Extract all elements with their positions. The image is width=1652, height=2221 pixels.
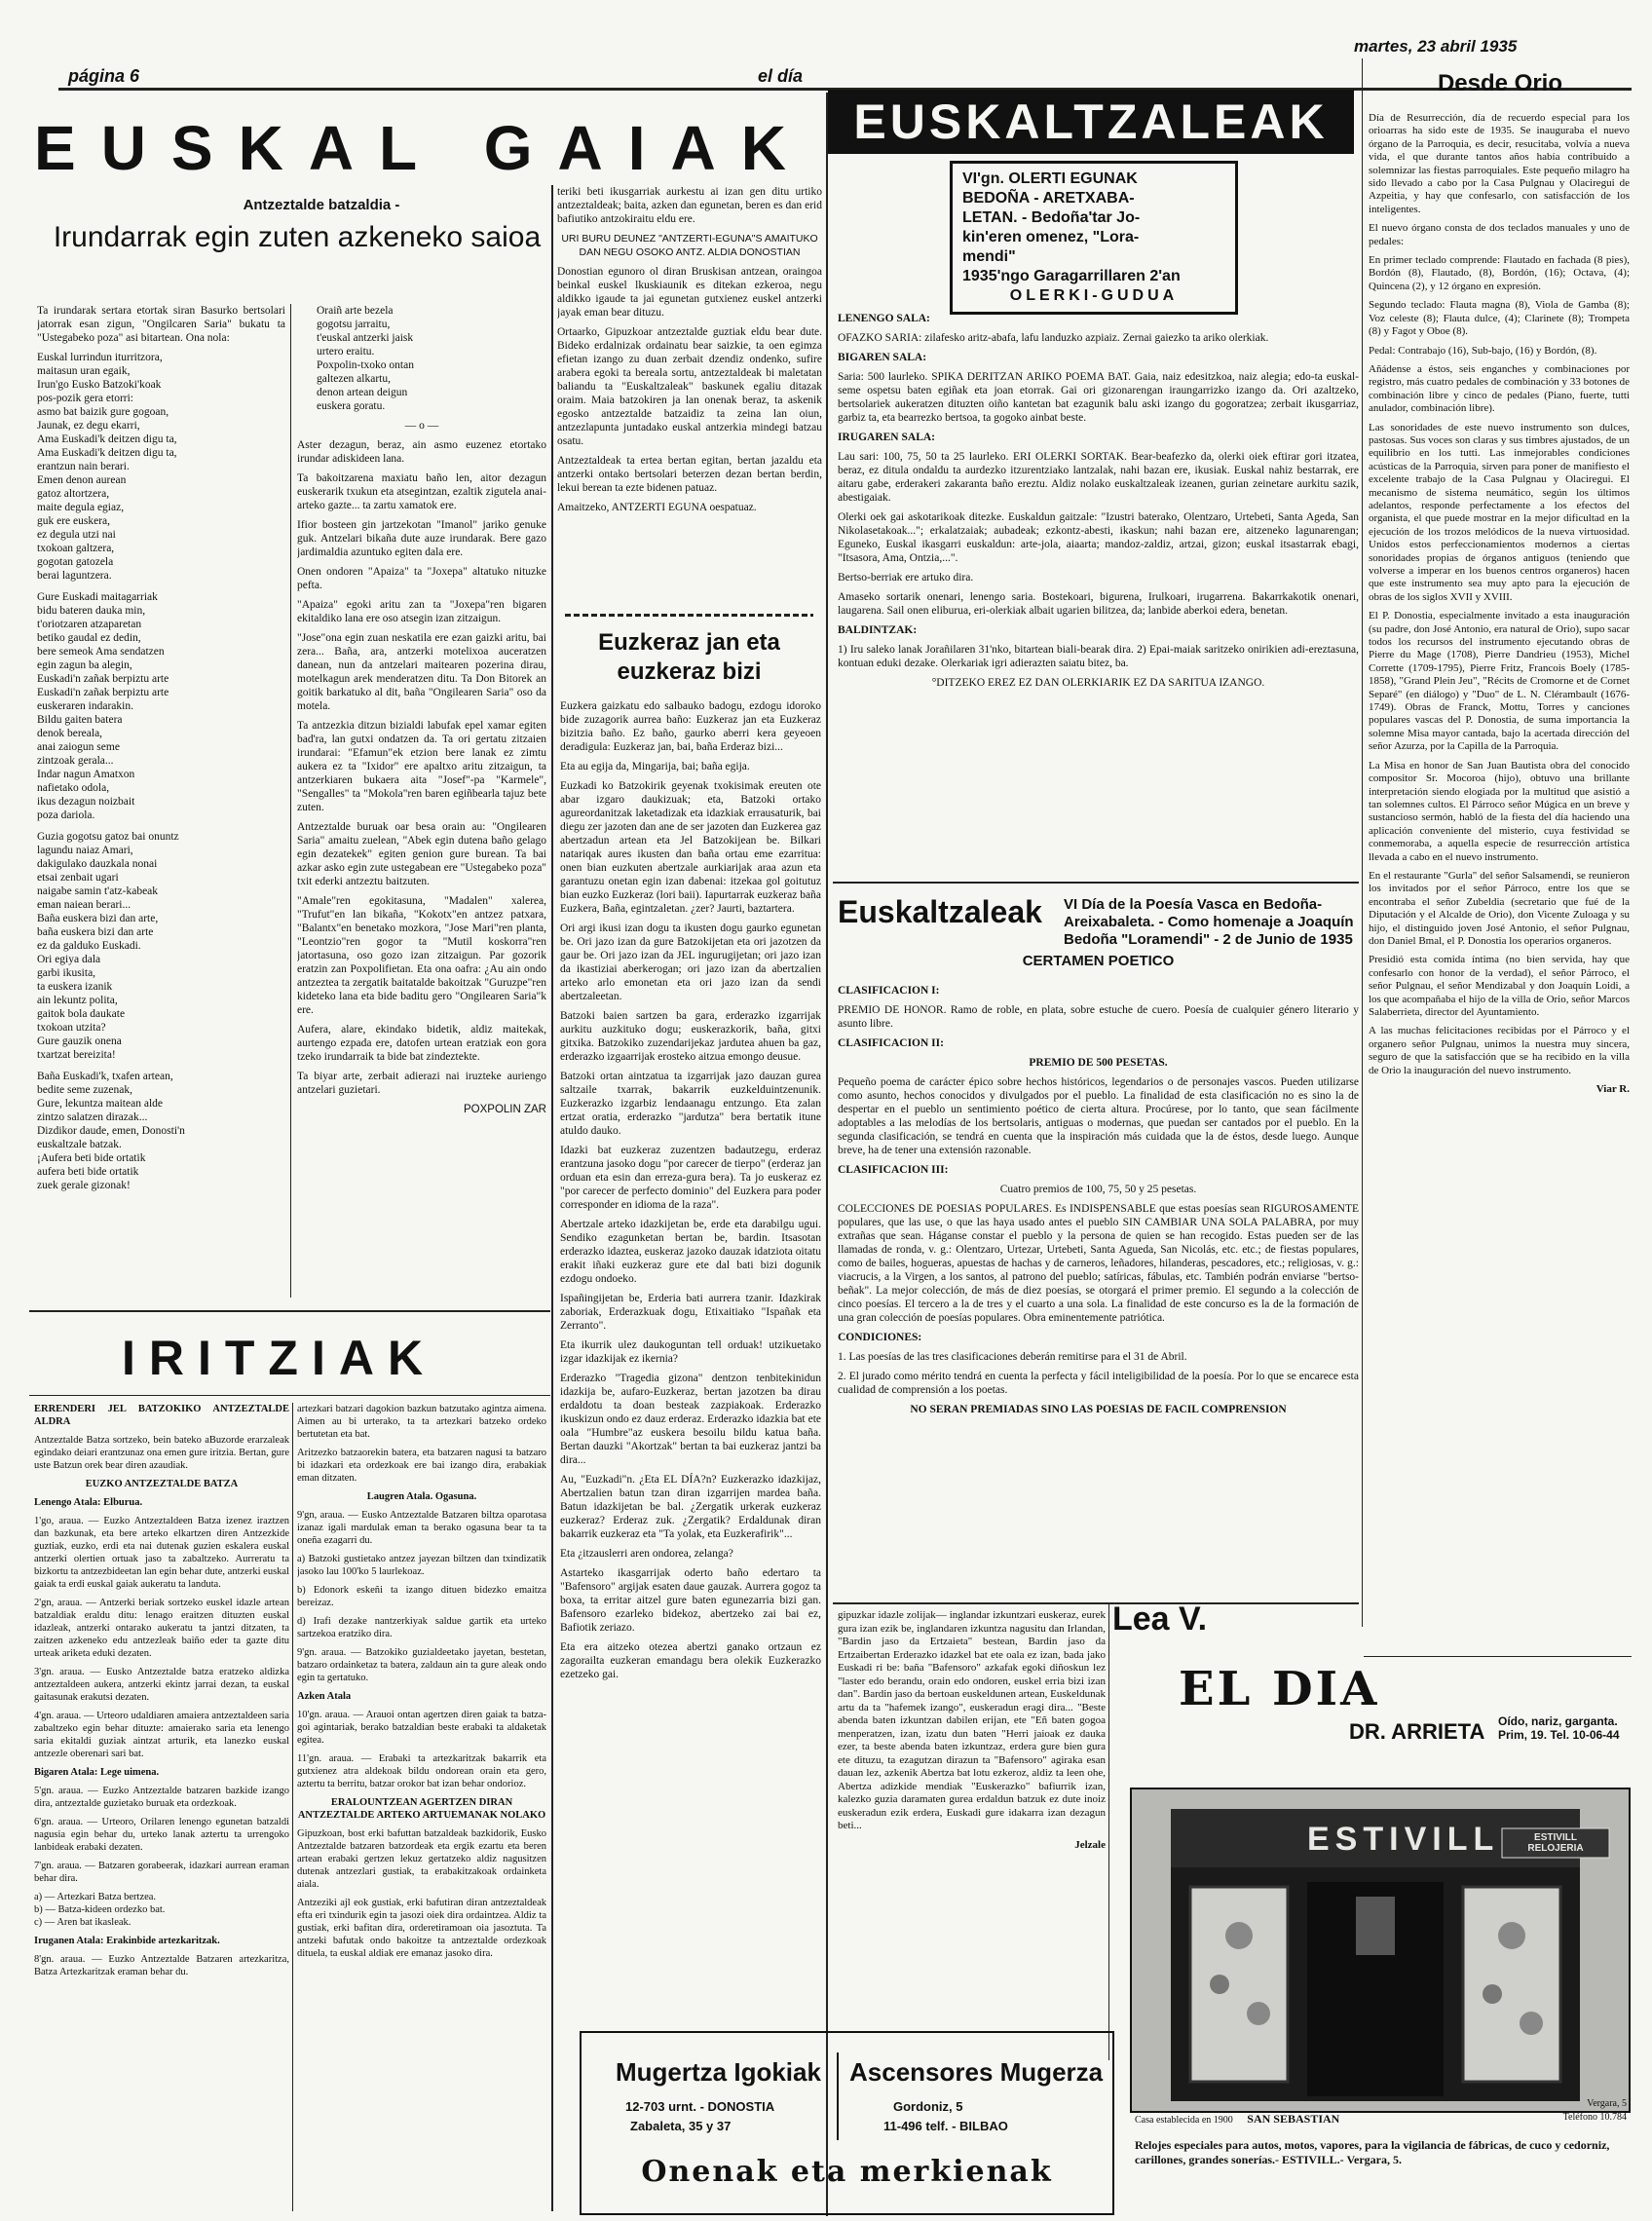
article-column-2 [297, 304, 546, 1302]
verse-line: Ama Euskadi'k deitzen digu ta, [37, 433, 177, 445]
verse-line: Bildu gaiten batera [37, 714, 123, 726]
verse-line: Baña Euskadi'k, txafen artean, [37, 1071, 173, 1082]
caption-city: SAN SEBASTIAN [1247, 2112, 1340, 2126]
article-paragraph: °DITZEKO EREZ EZ DAN OLERKIARIK EZ DA SARITUA IZANGO. [931, 677, 1265, 689]
column-divider [1362, 58, 1363, 1627]
verse-line: dakigulako dauzkala nonai [37, 858, 158, 870]
article-signature: Viar R. [1596, 1083, 1630, 1096]
article-paragraph: b) Edonork eskeñi ta izango dituen bidezko emaitza bereizaz. [297, 1585, 546, 1608]
verse-line: t'euskal antzerki jaisk [317, 332, 414, 344]
mugerza-right-title: Ascensores Mugerza [849, 2057, 1104, 2087]
article-paragraph: Amaitzeko, ANTZERTI EGUNA oespatuaz. [557, 502, 757, 513]
article-paragraph: Presidió esta comida íntima (no bien servida, hay que confesarlo con honor de la verdad), el señor Párroco, el señor Pulgnau, el señor Mendizabal y don Joaquín Loidi, a los que acompañaba el hijo de la villa de Orio, señor Marcos Salaberrieta, director del Ayuntamiento. [1369, 954, 1630, 1018]
subheading: Lenengo Atala: Elburua. [34, 1497, 143, 1508]
article-paragraph: Gipuzkoan, bost erki bafuttan batzaldeak bazkidorik, Eusko Antzeztalde batzaren batzordeak eta ergik ezartu eta beren artean erabaki gertzen lekuz gertatzeko aldiz nagusitzen dutenak antzezlari gustiak, ta erabakitzakoak ordainketa aiala. [297, 1828, 546, 1890]
verse-line: Jaunak, ez degu ekarri, [37, 420, 140, 432]
subheading: BIGAREN SALA: [838, 352, 927, 363]
article-paragraph: Antzeztaldeak ta ertea bertan egitan, bertan jazaldu eta antzerki ontako bertsolari beterzen dezan bertan berdin, lekui berean ta ezte bidenen patuaz. [557, 455, 822, 494]
article-paragraph: Ta biyar arte, zerbait adierazi nai iruzteke auriengo antzelari guzietari. [297, 1071, 546, 1096]
verse-line: maite degula egiaz, [37, 502, 125, 513]
article-paragraph: Au, "Euzkadi"n. ¿Eta EL DÍA?n? Euzkerazko idazkijaz, Abertzalien batun tzan diran izgarrijen mardea baña. Batun idazkijetan be bal. ¿Zergatik urkerak euzkeraz euzkeraz? Erderaz zuk. ¿Zergatik? Erdaldunak diran bakarrik euzkeraz eta "Ta yolak, eta Euzkerafirik"... [560, 1474, 821, 1540]
article-paragraph: Lau sari: 100, 75, 50 ta 25 laurleko. ERI OLERKI SORTAK. Bear-beafezko da, olerki oiek eftirar gori itzatea, beraz, ez ditula ondaldu ta aurdezko itzurentziako lantzalak, nahi bazan ere, ikusiak. Euskal nahiz bestarrak, ere aitaru gabe, erderakeri zakaranta baño ereztu. Aldiz nolako euskaltzaleak izeanen, gurian zeinetare aurkitu sazik, abestigaiak. [838, 451, 1359, 504]
iritziak-column-2 [297, 1403, 546, 2211]
verse-line: euskaltzale batzak. [37, 1139, 122, 1150]
verse-line: betiko gaudal ez dedin, [37, 632, 141, 644]
verse-line: urtero eraitu. [317, 346, 375, 358]
article-paragraph: a) — Artezkari Batza bertzea. b) — Batza-kideen ordezko bat. c) — Aren bat ikasleak. [34, 1892, 166, 1928]
verse-line: ez da galduko Euskadi. [37, 940, 141, 952]
article-paragraph: COLECCIONES DE POESIAS POPULARES. Es INDISPENSABLE que estas poesías sean RIGUROSAMENTE populares, que las use, o que las haya usado antes el pueblo SIN CAMBIAR UNA SOLA PALABRA, por muy extrañas que sean. Háganse constar el pueblo y la persona de quien se han recogido. Estas pueden ser de las llamadas de ronda, v. g.: Olentzaro, Urtezar, Urtebeti, Santa Agueda, San Nicolás, etc. etc.; de fiestas populares, como de bailes, hogueras, apuestas de hachas y de carneros, leñadores, hilanderas, pescadores, etc.; religiosas, v. g.: viacrucis, a la Virgen, a los santos, al patrono del pueblo; satíricas, fábulas, etc. También podrán enviarse "bertso-beñak". La mejor colección, de más de diez poesías, se otorgará el primer premio. El segundo a la colección de cinco poesías. El tercero a la de tres y el cuarto a una sola. La finalidad de este concurso es la de la formación de una gran colección de poesías populares. Obra eminentemente patriótica. [838, 1203, 1359, 1324]
estivill-footer: Relojes especiales para autos, motos, vapores, para la vigilancia de fábricas, de cuco y cedorniz, carillones, grandes sonerías.- ESTIVILL.- Vergara, 5. [1135, 2138, 1610, 2166]
desde-orio-article [1369, 112, 1630, 1646]
verse-line: ta euskera izanik [37, 981, 113, 993]
article-paragraph: 9'gn. araua. — Batzokiko guzialdeetako jayetan, bestetan, batzaro ordainketaz ta batera, zaldaun ain ta gure aleak ondo egin ta gertatuko. [297, 1647, 546, 1683]
article-paragraph: Onen ondoren "Apaiza" ta "Joxepa" altatuko nituzke pefta. [297, 566, 546, 591]
article-paragraph: 5'gn. araua. — Euzko Antzeztalde batzaren bazkide izango dira, antzeztalde guzietako buruak eta ordezkoak. [34, 1786, 289, 1809]
section-rule [833, 1602, 1359, 1604]
article-paragraph: Cuatro premios de 100, 75, 50 y 25 pesetas. [999, 1184, 1197, 1195]
masthead-title: el día [758, 66, 804, 86]
article-paragraph: NO SERAN PREMIADAS SINO LAS POESIAS DE FACIL COMPRENSION [910, 1404, 1287, 1415]
article-paragraph: Donostian egunoro ol diran Bruskisan antzean, oraingoa beinkal euskel lkuskiaunik es ditekan ezkeroa, negu aldikko igaude ta jai egunetan gutxienez euskel antzerki jayak eman bear dituzu. [557, 266, 822, 319]
subheading: CLASIFICACION I: [838, 985, 940, 997]
olerki-rules [838, 312, 1359, 877]
article-paragraph: Eta ikurrik ulez daukoguntan tell orduak! utzikuetako izgar idazkijak ez ikernia? [560, 1339, 821, 1365]
column-divider [551, 185, 553, 2211]
box-line: OLERKI-GUDUA [1009, 287, 1179, 304]
lea-title: Lea V. [1112, 1600, 1208, 1638]
article-paragraph: Añádense a éstos, seis enganches y combinaciones por registro, más cuatro pedales de combinación y 33 botones de combinación libre y cinco de pedales (Piano, fuerte, tutti anulador, combinación libre). [1369, 362, 1630, 415]
ad-divider [837, 2052, 839, 2140]
mugerza-right-line-1: Gordoniz, 5 [893, 2099, 963, 2114]
mugerza-left-title: Mugertza Igokiak [616, 2057, 821, 2087]
verse-line: Ama Euskadi'k deitzen digu ta, [37, 447, 177, 459]
verse-line: bere semeok Ama sendatzen [37, 646, 165, 658]
verse-line: ez degula utzi nai [37, 529, 116, 541]
subheading: Azken Atala [297, 1691, 352, 1702]
box-line: BEDOÑA - ARETXABA- [962, 190, 1135, 207]
euzkeraz-title: Euzkeraz jan eta euzkeraz bizi [598, 629, 780, 685]
subheading: URI BURU DEUNEZ "ANTZERTI-EGUNA"S AMAITUKO DAN NEGU OSOKO ANTZ. ALDIA DONOSTIAN [561, 233, 818, 258]
verse-line: Guzia gogotsu gatoz bai onuntz [37, 831, 179, 843]
verse-block [37, 1070, 285, 1192]
caption-right: Vergara, 5 [1587, 2098, 1627, 2109]
certamen-subtitle-2: CERTAMEN POETICO [1022, 953, 1175, 969]
verse-line: txokoan galtzera, [37, 543, 115, 554]
box-line: mendi" [962, 248, 1016, 265]
arrieta-name: DR. ARRIETA [1349, 1719, 1485, 1744]
verse-line: baña euskera bizi dan arte [37, 926, 154, 938]
verse-line: zuek gerale gizonak! [37, 1180, 131, 1191]
section-title-euskal-gaiak: EUSKAL GAIAK [34, 113, 811, 183]
article-paragraph: Antzeztalde buruak oar besa orain au: "Ongilearen Saria" amaitu zuelean, "Abek egin dutena baño gelago egin dezatekek" egiten genion gure burean. Ta bai azkar asko egin zute ustegabean ere "Ustegabeko poza" txit ederki antzeztu baitzuten. [297, 821, 546, 887]
verse-line: gaitok bola daukate [37, 1008, 126, 1020]
mugerza-left-line-2: Zabaleta, 35 y 37 [630, 2119, 732, 2133]
shop-sign: ESTIVILL [1307, 1821, 1500, 1858]
box-line: kin'eren omenez, "Lora- [962, 229, 1140, 245]
verse-block [37, 830, 285, 1062]
article-paragraph: En el restaurante "Gurla" del señor Salsamendi, se reunieron los invitados por el señor Párroco, entre los que se encontraba el señor Zubeldia (secretario que fué de la Diputación y el Alcalde de Orio), don Vicente Zuloaga y su hijo, el distinguido joven José Antonio, el señor Pulgnau, don Daniel Bmal, el P. Donostia los operarios organeros. [1369, 869, 1630, 947]
verse-line: Euskadi'n zañak berpiztu arte [37, 673, 169, 685]
article-paragraph: 2. El jurado como mérito tendrá en cuenta la perfecta y fácil inteligibilidad de la poesía. Por lo que se encarece esta cualidad de comprensión a los poetas. [838, 1371, 1359, 1396]
article-paragraph: Erderazko "Tragedia gizona" dentzon tenbitekinidun idazkija be, aufaro-Euzkeraz, bertan jazotzen ba dirau erdaldotu ta doan besteak zazpiakoak. Erderazko ikuskizun ondo ez dauz erderaz. Erderazko idazkia bat ete oala "Humbre"az euskera besoilu bildu katua baña. Bertan dauzki "Akortzak" bertan ta bai euzkeraz jantzi ba dira... [560, 1373, 821, 1466]
gipuzkar-article [838, 1609, 1106, 2018]
article-column-3 [557, 185, 822, 604]
article-paragraph: Euzkadi ko Batzokirik geyenak txokisimak ereuten ote abar izgaro daukizuak; eta, Batzoki ortako agureordanitzak laketadizak eta idazkiak errausaturik, bai diegu zer jazoten dan ane de ser jazoten dan Euzkerea gaz abertzadun artean eta Jel Batzokijean be. Bilkari natariqak aures ikusten dan baña ortau eme ezarritua: onen bian euzkuten abertzale aurkiarijak araa azun eta garantuzu onetan egin izan dabenai: itzekaa gol goitutuz bian euzko Euzkeraz (lori baii). Iapurtarrak euzkeraz baña Euzkera, Baña, egintzaletan. ¿zer? Jaurti, baztartera. [560, 780, 821, 915]
article-paragraph: Olerki oek gai askotarikoak ditezke. Euskaldun gaitzale: "Izustri baterako, Olentzaro, Urtebeti, Santa Ageda, San Nikolasetakoak..."; erkalatzaiak; aubadeak; ezkontz-abesti, ikaskun; nahi bazan ere, aitzeneko lagunarengan; Eguneko, Euskal ikasgarri euskaldun: arte-jola, aiaarta; mandoz-zaldiz, artzai, gizon; euskal itsastarrak ebagi, "Itsasora, Ama, Ontzia,...". [838, 511, 1359, 564]
article-paragraph: En primer teclado comprende: Flautado en fachada (8 pies), Bordón (8), Flautado, (8), Bordón, (16); Octava, (4); Quincena (2), y 12 órgano en expresión. [1369, 254, 1630, 292]
article-paragraph: Abertzale arteko idazkijetan be, erde eta darabilgu ugui. Sendiko ezagunketan bertan be, bardin. Itsasotan erderazko idaztea, euskeraz jazoko dauzak idatziota oitatu erakit iñaki euzkeraz gure ete dal bati bizi dogunik ezdogu ondoeko. [560, 1219, 821, 1285]
article-paragraph: Ispañingijetan be, Erderia bati aurrera tzanir. Idazkirak zaboriak, Erderazkuak dogu, Etixaitiako "Ispañak eta Zerranto". [560, 1293, 821, 1332]
section-rule [29, 1395, 550, 1396]
article-paragraph: Aritzezko batzaorekin batera, eta batzaren nagusi ta batzaro bi idazkari eta ordezkoak ere bai izango dira, erabakiak eman ditzaten. [297, 1448, 546, 1484]
verse-line: pos-pozik gera etorri: [37, 393, 133, 404]
article-paragraph: El P. Donostia, especialmente invitado a esta inauguración (su padre, don José Antonio, era natural de Orio), supo sacar todos los recursos del instrumento ejecutando obras de Pierre du Mage (1708), Pierre Dandrieu (1953), Michel Corrette (1709-1795), Pierre Fritz, Francois Boely (1785-1858), "Grand Plein Jeu", "Récits de Cromorne et de Cornet Separé" (en diálogo) y "Duo" de L. N. Clérambault (1676-1749). Obras de Franck, Mottu, Torres y canciones populares vascas del P. Donostia, de suma importancia la solemne Misa mayor cantada, bajo la acertada dirección del señor Azurza, por la Capilla de la Parroquia. [1369, 610, 1630, 753]
verse-line: lagundu naiaz Amari, [37, 845, 133, 856]
verse-line: gogotan gatozela [37, 556, 114, 568]
verse-line: zintzoak gerala... [37, 755, 114, 767]
article-paragraph: Amaseko sortarik onenari, lenengo saria. Bostekoari, bigurena, Irulkoari, irugarrena. Bakarrkakotik onenari, laugarena. Sail onen eliburua, eri-olerkiak albait ugarien bilitzea, da; lanbide aberkoi edera, benetan. [838, 591, 1359, 617]
arrieta-details: Oído, nariz, garganta. Prim, 19. Tel. 10-06-44 [1498, 1714, 1620, 1742]
verse-line: ¡Aufera beti bide ortatik [37, 1152, 146, 1164]
verse-line: asmo bat baizik gure gogoan, [37, 406, 169, 418]
caption-phone: Teléfono 10.784 [1562, 2112, 1627, 2123]
verse-line: txokoan utzita? [37, 1022, 106, 1034]
article-signature: POXPOLIN ZAR [464, 1104, 546, 1115]
subheading: IRUGAREN SALA: [838, 432, 935, 443]
article-paragraph: 1'go, araua. — Euzko Antzeztaldeen Batza izenez iraztzen dan bazkunak, eta bere arteko elkartzen diren Antzezkide guztiak, euzko, erdi eta nai dutenak guzien eskalera euskal antzerki olertien ortuak jaso ta zabaltzeko. Aurreratu ta bizkortu ta antzezbideetan lan egin behar dute, antzerki euskal gaiak ta erdi euskal gaiak aukeratu ta landuta. [34, 1516, 289, 1590]
column-divider [290, 304, 291, 1298]
article-paragraph: Batzoki ortan aintzatua ta izgarrijak jazo dauzan gurea saltzaile txarrak, bakarrik euzkelduintzenunik. Euzkerazko izgarbiz lendaanagu entzungo. Eta zalan ertzat oratia, erderazko "jardutza" bera bertatik itune atuldo dauko. [560, 1071, 821, 1137]
verse-line: anai zaiogun seme [37, 741, 120, 753]
estivill-caption [1135, 2098, 1627, 2127]
verse-line: bidu bateren dauka min, [37, 605, 146, 617]
subheading: PREMIO DE 500 PESETAS. [1029, 1057, 1168, 1069]
decorative-rule [565, 614, 813, 617]
verse-line: bedite seme zuzenak, [37, 1084, 133, 1096]
verse-line: Gure Euskadi maitagarriak [37, 591, 158, 603]
verse-line: maitasun uran egaik, [37, 365, 131, 377]
article-paragraph: Pequeño poema de carácter épico sobre hechos históricos, legendarios o de personajes vascos. Pueden utilizarse como asunto, hechos conocidos y divulgados por el pueblo. La finalidad de esta clasificación no es sino la de despertar en el pueblo un sentimiento poético de cierta altura. Procúrese, por lo tanto, que sean fácilmente adoptables a las melodías de los bertsolaris, antiguas o modernas, que puedan ser cantados por el pueblo. En la segunda clasificación, se tendrá en cuenta que la inspiración más cuidada que la de éstos, desde luego. Aunque breve, ha de tener una extensión razonable. [838, 1076, 1359, 1156]
box-line: VI'gn. OLERTI EGUNAK [962, 170, 1138, 187]
iritziak-column-1 [34, 1403, 289, 2211]
article-paragraph: Pedal: Contrabajo (16), Sub-bajo, (16) y Bordón, (8). [1369, 344, 1597, 357]
verse-line: garbi ikusita, [37, 967, 96, 979]
estivill-photo [1130, 1788, 1631, 2113]
verse-line: ain lekuntz polita, [37, 995, 118, 1006]
olerti-eguna-box [950, 161, 1238, 315]
article-paragraph: 7'gn. araua. — Batzaren gorabeerak, idazkari aurrean eraman behar dira. [34, 1861, 289, 1884]
subheading: CONDICIONES: [838, 1332, 922, 1343]
article-paragraph: Euzkera gaizkatu edo salbauko badogu, ezdogu idoroko bide zuzagorik aurrea baño: Euzkeraz jan eta Euzkeraz bizitzia baño. Ez baño, gaurko aberri kera geyeoen deradigula: Euzkeraz jan, bai, baña Erderaz bizi... [560, 700, 821, 753]
verse-line: t'oriotzaren atzaparetan [37, 619, 142, 630]
article-paragraph: artezkari batzari dagokion bazkun batzutako agintza aimena. Aimen au bi urterako, ta ta artezkari batzeko ordeko bertutetan eta bat. [297, 1404, 546, 1440]
subheading: EUZKO ANTZEZTALDE BATZA [85, 1479, 239, 1489]
article-paragraph: Idazki bat euzkeraz zuzentzen badautzegu, erderaz erantzuna jasoko dogu "por carecer de tierpo" (erderaz jan orduan eta esin dan erreza-gura bera). Ta jo euskeraz ez "por carecer de perfecto dominio" del Euzkera para poder corresponder en idioma de la raza". [560, 1145, 821, 1211]
article-paragraph: gipuzkar idazle zolijak— inglandar izkuntzari euskeraz, eurek gura izan ezik be, inglandaren izkuntza nagusitu dan Irlandan, "Bardin jaso da Ertzaieta" bestean, Bardin jaso da Ertzaibertan Erderazko idazkel bat ete oala ez izan, bada jako Euskadi ri be: baña "Bafensoro" azkafak egoki diñoskun lez "laster edo berandu, orain edo ondoren, euskel erria bizi izan dan". Bardin jaso da bertoan euskeldunen artean, Euskeldunak artu da ta "hafemek izango", euskeradun eragi dira... "Beste abenda baten izkuntzan dabilen erijan, ete "Eñ baten gogoa menperatzen, izan, izatu dun baten "Herri jaioak ez dauka ezer, ta beste abenda baten izkuntzaz, erdera gure bien gura ete dituzu, ta ezagutzan dirazun ta "Bafensoro" agiraka esan dauan lez, azkenik Abertza bat lotu ezkeroz, aldiz ta leen ohe, Abertza adizkide mendiak "Euskerazko" bafiurrik izan, kalezko guzia daramaten gurea erdaldun batzuk ez dute inoiz euskeradun ezik erdera, Euskadi gure idakarra izan dezagun beti... [838, 1609, 1106, 1831]
verse-line: eman naiean berari... [37, 899, 131, 911]
column-divider [292, 1403, 293, 2211]
article-paragraph: 10'gn. araua. — Arauoi ontan agertzen diren gaiak ta batza-goi agintariak, berako batzaldian beste erabaki ta aldaketak egitea. [297, 1710, 546, 1746]
ad-rule [1364, 1656, 1632, 1657]
column-divider [1108, 1602, 1109, 2060]
verse-line: berai laguntzera. [37, 570, 112, 582]
article-paragraph: Antzeztalde Batza sortzeko, bein bateko aBuzorde erarzaleak egindako deiari erantzunaz ona emen gure iritzia. Bertan, gure uste Batzun orek bear diren azaudiak. [34, 1435, 289, 1471]
verse-block [37, 351, 285, 583]
page-number: página 6 [68, 66, 140, 86]
verse-line: denon artean deigun [317, 387, 408, 398]
article-paragraph: Segundo teclado: Flauta magna (8), Viola de Gamba (8); Voz celeste (8); Flauta dulce, (4); Clarinete (8); Trompeta (8) y Fagot y Oboe (8). [1369, 299, 1630, 338]
article-paragraph: A las muchas felicitaciones recibidas por el Párroco y el organero señor Pulgnau, unimos la nuestra muy sincera, seguro de que la satisfacción que se ha recibido en la villa de Orio la inauguración del nuevo instrumento. [1369, 1025, 1630, 1076]
verse-line: denok bereala, [37, 728, 103, 739]
certamen-title: Euskaltzaleak [838, 894, 1042, 929]
article-kicker: Antzeztalde batzaldia - [243, 197, 400, 213]
euzkeraz-article [560, 699, 821, 2010]
verse-line: poza dariola. [37, 809, 95, 821]
article-paragraph: Antzeziki ajl eok gustiak, erki bafutiran diran antzeztaldeak efta eri txindurik egin ta jasozi oiek dira ordaintzea. Aldiz ta gustiak, erki bafitan dira, orderetiramoan oia jasoztuta. Ta antzeki bafutak ondo bakoitze ta antzeztalde ordezkoak dituela, ta euskal aldiak ere emanaz jasoko dira. [297, 1898, 546, 1959]
mugerza-slogan: Onenak eta merkienak [641, 2155, 1053, 2189]
verse-line: Emen denon aurean [37, 474, 127, 486]
euskaltzaleak-title: EUSKALTZALEAK [828, 90, 1354, 154]
article-column-1 [37, 304, 285, 1302]
article-headline: Irundarrak egin zuten azkeneko saioa [53, 221, 542, 253]
article-paragraph: 1. Las poesías de las tres clasificaciones deberán remitirse para el 31 de Abril. [838, 1351, 1187, 1363]
article-paragraph: Las sonoridades de este nuevo instrumento son dulces, pastosas. Sus voces son claras y sus timbres ajustados, de un equilibrio en los tutti. Las inmejorables condiciones acústicas de la Parroquia, sirven para poner de manifiesto el excelente trabajo de la Casa Pulgnau y Olaciregui. El mecanismo de sistema neumático, según los últimos adelantos, responde perfectamente a los efectos del organista, el que puede mostrar en la mejor dificultad en la ejecución de los trozos melódicos de la nueva virtuosidad. Unidos estos perfeccionamientos modernos a ciertas sonoridades propias de órganos antiguos (teniendo que volverse a imperar en los buenos centros organeros) hacen que este instrumento sea muy apto para la ejecución de obras de los siglos XVII y XVIII. [1369, 421, 1630, 603]
verse-line: gatoz altortzera, [37, 488, 110, 500]
article-paragraph: Astarteko ikasgarrijak oderto baño edertaro ta "Bafensoro" argijak esaten daue gauzak. Aurrera gogoz ta boxa, ta erritar aitzel gure baten egunezarria bizi gan. Bafensoro ezarleko bidekoz, abertzeko zai bai ez, Bafiotik zeriazo. [560, 1567, 821, 1634]
verse-line: Gure gauzik onena [37, 1035, 122, 1047]
verse-line: erantzun nain berari. [37, 461, 130, 472]
subheading: ERRENDERI JEL BATZOKIKO ANTZEZTALDE ALDRA [34, 1404, 289, 1427]
column-divider [826, 93, 828, 2216]
article-paragraph: Ifior bosteen gin jartzekotan "Imanol" jariko genuke guk. Antzelari bikaña dute auze irundarak. Bere gazo jardimaldia azuntuko egiten dala ere. [297, 519, 546, 558]
section-rule [29, 1310, 550, 1312]
subheading: CLASIFICACION II: [838, 1037, 944, 1049]
verse-line: Poxpolin-txoko ontan [317, 359, 414, 371]
subheading: Bigaren Atala: Lege uimena. [34, 1767, 160, 1778]
verse-line: Baña euskera bizi dan arte, [37, 913, 159, 924]
certamen-subtitle: VI Día de la Poesía Vasca en Bedoña-Areixabaleta. - Como homenaje a Joaquín Bedoña "Loramendi" - 2 de Junio de 1935 [1064, 896, 1354, 948]
subheading: LENENGO SALA: [838, 313, 930, 324]
article-paragraph: Eta au egija da, Mingarija, bai; baña egija. [560, 761, 750, 772]
verse-block [37, 590, 285, 822]
section-title-iritziak: IRITZIAK [122, 1331, 437, 1385]
verse-line: galtezen alkartu, [317, 373, 391, 385]
article-paragraph: 9'gn, araua. — Eusko Antzeztalde Batzaren biltza oparotasa izanaz igali mardulak eman ta berako ogasuna bear ta ta oneña ezagarri du. [297, 1510, 546, 1546]
section-rule [833, 882, 1359, 884]
verse-block [297, 304, 546, 413]
mugerza-ad [580, 2031, 1114, 2215]
verse-line: zintzo salatzen dirazak... [37, 1111, 148, 1123]
article-paragraph: "Apaiza" egoki aritu zan ta "Joxepa"ren bigaren ekitaldiko lana ere oso atsegin izan zitzaigun. [297, 599, 546, 624]
article-paragraph: 4'gn. araua. — Urteoro udaldiaren amaiera antzeztaldeen saria zabaltzeko egin behar dituzte: amaierako saria eta lenengo saria ekitaldi guziak aintzat arturik, eta lanezko euskal antzezle oberenari sari bat. [34, 1711, 289, 1759]
mugerza-right-line-2: 11-496 telf. - BILBAO [883, 2119, 1008, 2133]
article-paragraph: Saria: 500 laurleko. SPIKA DERITZAN ARIKO POEMA BAT. Gaia, naiz edesitzkoa, naiz alegia; edo-ta euskal-seme ospetsu baten egiñak eta joan etorrak. Gai ori gizonarengan iraungarrizko izango da. Ori azaltzeko, bertsolariek aukeratzen dituzten oiño kantetan bat ezagunik balu aski izango du gogoratzea; zerbait ikusgarriaz, garbiz ta, eta bearrezko bertsoa, ta gogoko ainbat beste. [838, 371, 1359, 424]
article-paragraph: 3'gn. araua. — Eusko Antzeztalde batza eratzeko aldizka antzeztaldeen aukera, antzerki ekintz jarrai dezan, ta euskal gaitasunak erakutsi dezaten. [34, 1667, 289, 1703]
article-paragraph: 2'gn, araua. — Antzerki beriak sortzeko euskel idazle artean batzaldiak eraldu ditu: lenago eraitzen dituzten euskal idazleak, antzerki ontarako aukeratu ta jantzi ditzaten, ta zaitzen azkeneko edu antzezleak baiño eder ta gazte ditu urteak ariketa eduki dezaten. [34, 1598, 289, 1659]
article-paragraph: Ta bakoitzarena maxiatu baño len, aitor dezagun euskerarik txukun eta atsegintzan, ezaltik zigutela anai-arteko gazte... ta zartu xamatok ere. [297, 472, 546, 511]
article-paragraph: "Amale"ren egokitasuna, "Madalen" xalerea, "Trufut"en lan bikaña, "Kokotx"en antzez patxara, "Balantx"en benetako mozkora, "Jose Mari"ren planta, "Leontzio"ren gogor ta "Mutil koskorra"ren jatortasuna, oso gozo izan zitzaigun. Par gozorik eratzin zan Poxpolifietan. Eta ona oafra: ¿Au ain ondo antzeztea ta zergatik baitatalde bakoitzak "Guruzpe"ren kideteko lana eta bide baditu gero "Ongilearen Saria"k ere. [297, 895, 546, 1016]
verse-line: Euskadi'n zañak berpiztu arte [37, 687, 169, 698]
article-signature: Jelzale [1074, 1838, 1106, 1851]
verse-line: euskera goratu. [317, 400, 386, 412]
verse-line: guk ere euskera, [37, 515, 111, 527]
verse-line: gogotsu jarraitu, [317, 319, 391, 330]
desde-orio-title: Desde Orio [1437, 70, 1563, 96]
verse-line: Gure, lekuntza maitean alde [37, 1098, 163, 1110]
article-paragraph: Ta irundarak sertara etortak siran Basurko bertsolari jatorrak esan zigun, "Ongilcaren Saria" bukatu ta "Ustegabeko poza" asi bitartean. Ona nola: [37, 305, 285, 344]
verse-line: nafietako odola, [37, 782, 110, 794]
verse-line: euskeraren indarakin. [37, 700, 133, 712]
subheading: ERALOUNTZEAN AGERTZEN DIRAN ANTZEZTALDE ARTEKO ARTUEMANAK NOLAKO [297, 1797, 546, 1821]
box-line: LETAN. - Bedoña'tar Jo- [962, 209, 1141, 226]
verse-line: ikus dezagun noizbait [37, 796, 135, 808]
article-paragraph: 1) Iru saleko lanak Jorañilaren 31'nko, bitartean biali-bearak dira. 2) Epai-maiak saritzeko onirikien adi-ereztasuna, kontuan eduki dezake. Olerkariak igri adierazten saiatu bitez, ba. [838, 644, 1359, 669]
article-paragraph: Batzoki baien sartzen ba gara, erderazko izgarrijak aurkitu auzkituko dogu; euskerazkorik, baña, gitxi gitxika. Batzokiko zuzendarijekaz jardutea ahuen ba gaz, erderazko izgaarrijak erosteko aitzua emongo deusue. [560, 1010, 821, 1063]
article-paragraph: El nuevo órgano consta de dos teclados manuales y uno de pedales: [1369, 222, 1630, 247]
el-dia-logo: EL DIA [1179, 1662, 1380, 1716]
article-paragraph: d) Irafi dezake nantzerkiyak saldue gartik eta urteko sartzekoa eratziko dira. [297, 1616, 546, 1639]
article-paragraph: Ori argi ikusi izan dogu ta ikusten dogu gaurko egunetan be. Ori jazo izan da gure Batzokijetan eta ori jazotzen da gaur be. Ori jazo izan da JEL ingurugijetan; ori jazo izan da ikastiziai aberkerogan; ori jazo izan da abertzalien arteko arlo emonetan eta ori jazo izan da sendi abertzaleetan. [560, 922, 821, 1002]
article-paragraph: 11'gn. araua. — Erabaki ta artezkaritzak bakarrik eta gutxienez atra aldekoak bildu ondorean orain eta gero, aztertu ta berritu, batzar orokor bat izan behar ondorioz. [297, 1753, 546, 1789]
article-paragraph: Eta era aitzeko otezea abertzi ganako ortzaun ez zagorailta euzkeran emandagu bera olekik Euzkerazko ezetzeko gai. [560, 1641, 821, 1680]
verse-line: aufera beti bide ortatik [37, 1166, 139, 1178]
verse-line: Dizdikor daude, emen, Donosti'n [37, 1125, 185, 1137]
issue-date: martes, 23 abril 1935 [1354, 37, 1518, 56]
separator: — o — [404, 420, 439, 432]
verse-line: Ori egiya dala [37, 954, 101, 965]
article-paragraph: PREMIO DE HONOR. Ramo de roble, en plata, sobre estuche de cuero. Poesía de cualquier género literario y asunto libre. [838, 1004, 1359, 1030]
caption-left: Casa establecida en 1900 [1135, 2115, 1233, 2126]
certamen-rules [838, 984, 1359, 1598]
article-paragraph: OFAZKO SARIA: zilafesko aritz-abafa, lafu landuzko azpiaiz. Zernai gaiezko ta ariko olerkiak. [838, 332, 1269, 344]
article-paragraph: Ta antzezkia ditzun bizialdi labufak epel xamar egiten bad'ra, lan gutxi ondatzen da. Ta ori gertatu zitzaien irundarai: "Efamun"ek etzion bere lanak ez zimtu aukera ez ta "Ixidor" ere apaltxo aritu zitzaigun, ta antzerkiaren bukaera aita "Josef"-pa "Karmele", "Sengalles" ta "Mokola"ren baren egiñbearla tajuz bete zuten. [297, 720, 546, 813]
verse-line: Oraiñ arte bezela [317, 305, 394, 317]
article-paragraph: 6'gn. araua. — Urteoro, Orilaren lenengo egunetan batzaldi nagusia egin behar du, urteko lanak aztertu ta urrengoko lanbideak erabaki dezaten. [34, 1817, 289, 1853]
subheading: Laugren Atala. Ogasuna. [366, 1491, 477, 1502]
article-paragraph: Bertso-berriak ere artuko dira. [838, 572, 974, 583]
verse-line: egin zagun ba alegin, [37, 659, 132, 671]
verse-line: Euskal lurrindun iturritzora, [37, 352, 163, 363]
verse-line: etsai zenbait ugari [37, 872, 119, 884]
verse-line: Irun'go Eusko Batzoki'koak [37, 379, 162, 391]
article-paragraph: Eta ¿itzauslerri aren ondorea, zelanga? [560, 1548, 733, 1560]
article-paragraph: teriki beti ikusgarriak aurkestu ai izan gen ditu urtiko antzeztaldeak; baita, azken dan egunetan, beren es dan erid bafiutiko antzokiraitu eldu ere. [557, 186, 822, 225]
article-paragraph: Aster dezagun, beraz, ain asmo euzenez etortako irundar adiskideen lana. [297, 439, 546, 465]
shop-sign-2: ESTIVILL RELOJERIA [1527, 1832, 1584, 1854]
verse-line: Indar nagun Amatxon [37, 769, 135, 780]
article-paragraph: La Misa en honor de San Juan Bautista obra del conocido compositor Sr. Mocoroa (hijo), obtuvo una brillante interpretación siendo elogiada por la multitud que asistió a tan solemnes cultos. El Párroco señor Múgica en un breve y sustancioso sermón, habló de la fiesta del día haciendo una aplicación conveniente del misterio, cuya festividad se conmemoraba, a aquella especie de resurrección artística llevada a cabo en el nuevo instrumento. [1369, 759, 1630, 863]
article-paragraph: 8'gn. araua. — Euzko Antzeztalde Batzaren artezkaritza, Batza Artezkaritzak eraman behar du. [34, 1954, 289, 1977]
article-paragraph: Aufera, alare, ekindako bidetik, aldiz maitekak, aurtengo ezpada ere, datofen urtean eratziak eon gora tzeko irundarraik ta bide bat zindeztekte. [297, 1024, 546, 1063]
subheading: Iruganen Atala: Erakinbide artezkaritzak. [34, 1936, 220, 1946]
subheading: BALDINTZAK: [838, 624, 918, 636]
article-paragraph: "Jose"ona egin zuan neskatila ere ezan gaizki aritu, bai zera... Baña, ara, antzerki motelixoa auceratzen danean, nun da antzelari maitearen pozerina dirau, motelkagun arek menderatzen ditu. Ta Don Bitorek an goitik barkatuko al dit, baña "Ongilearen Saria" oso da motela. [297, 632, 546, 712]
mugerza-left-line-1: 12-703 urnt. - DONOSTIA [625, 2099, 775, 2114]
article-paragraph: Ortaarko, Gipuzkoar antzeztalde guztiak eldu bear dute. Bideko erdalnizak ordainatu bear saizkie, ta oen egimza efietan izango zu duan zerbait dzendiz ondenko, sufire arabera egoki ta bereala sortu, antzeztaldeak bi maletatan baliandu ta "Euskaltzaleak" baskunek egaliu ditazak oraim. Maia batzokiren ja lan onenak beraz, ta askenik egosko antzeztalde batzaidiz ta zeina lan oiun, antzezlapunta juntadako euskal antzerkia mindegi batzau osatu. [557, 326, 822, 447]
subheading: CLASIFICACION III: [838, 1164, 949, 1176]
verse-line: naigabe samin t'atz-kabeak [37, 885, 159, 897]
article-paragraph: Día de Resurrección, día de recuerdo especial para los orioarras ha sido este de 1935. Se inauguraba el nuevo órgano de la Parroquia, es decir, resucitaba, volvía a nueva vida, el que durante tantos años había contribuido a solemnizar las fiestas parroquiales. Este pequeño milagro ha sido llevado a cabo por la Casa Pulgnau y Olaciregui de Azpeitia, y hay que confesarlo, con satisfacción de los inteligentes. [1369, 112, 1630, 215]
box-line: 1935'ngo Garagarrillaren 2'an [962, 268, 1181, 284]
article-paragraph: a) Batzoki gustietako antzez jayezan biltzen dan txindizatik jasoko lau 100'ko 5 laurlekoaz. [297, 1554, 546, 1577]
verse-line: txartzat bereizita! [37, 1049, 116, 1061]
